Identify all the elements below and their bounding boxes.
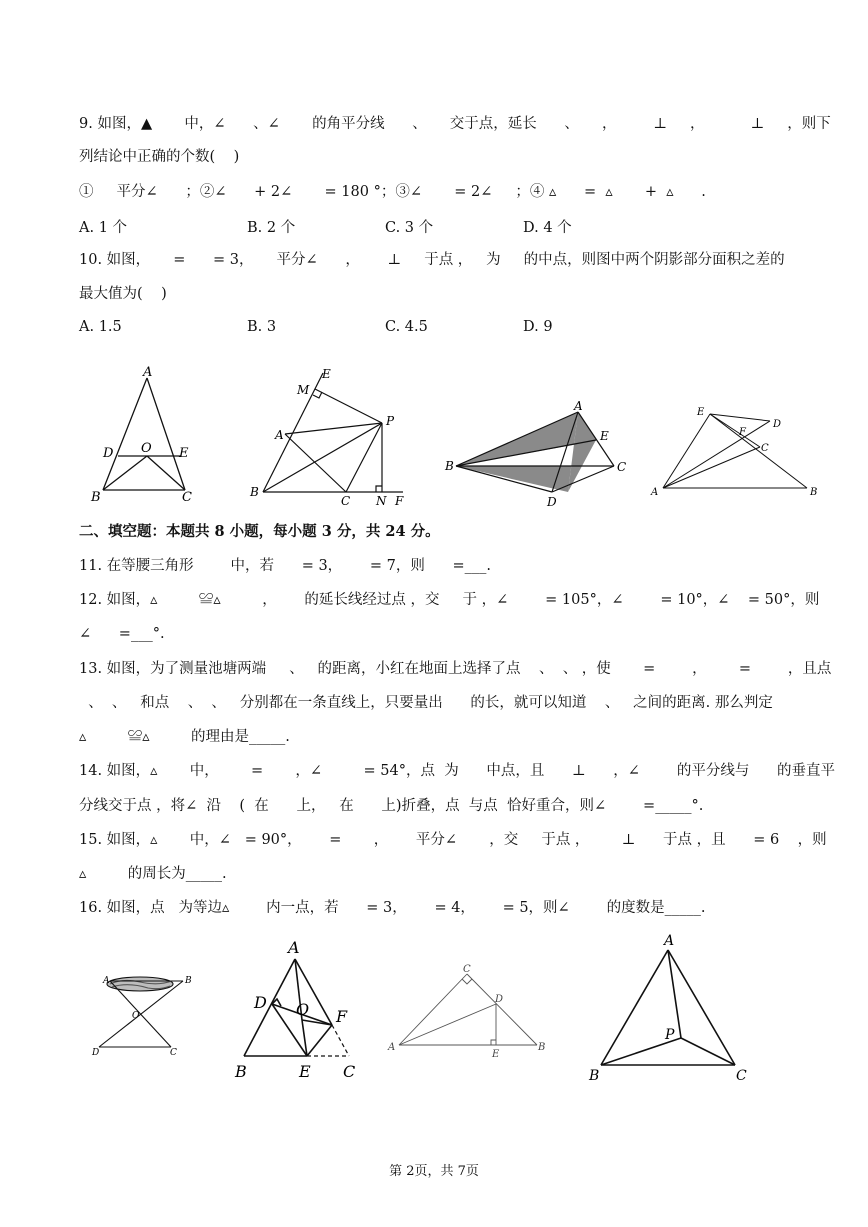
- fig3-label-e: E: [600, 429, 609, 443]
- fig8-label-a: A: [664, 933, 675, 949]
- fig6-label-e: E: [299, 1062, 311, 1081]
- fig8-label-b: B: [589, 1068, 600, 1084]
- q10-choice-b: B. 3: [247, 319, 277, 335]
- q16-line-1: 16. 如图，点 为等边▵ 内一点，若 = 3， = 4， = 5，则∠ 的度数是_____.: [79, 900, 706, 916]
- fig2-label-m-text: M: [297, 383, 310, 397]
- section-2-title: 二、填空题：本题共 8 小题，每小题 3 分，共 24 分。: [79, 523, 440, 540]
- figure-8-equilateral-triangle: [585, 930, 755, 1085]
- fig4-label-d: D: [773, 419, 782, 430]
- figure-5-pond: [88, 970, 198, 1060]
- q9-line-1: 9. 如图，▲ 中，∠ 、∠ 的角平分线 、 交于点，延长 、 ， ⊥ ， ⊥ ，则下: [79, 116, 831, 132]
- fig2-label-b: B: [250, 485, 259, 499]
- figure-4-triangles: [645, 398, 825, 503]
- fig6-label-f: F: [336, 1007, 348, 1026]
- fig6-label-o: O: [296, 1000, 310, 1019]
- fig5-label-o: O: [132, 1011, 140, 1021]
- fig7-label-b: B: [538, 1042, 546, 1053]
- q13-line-1: 13. 如图，为了测量池塘两端 、 的距离，小红在地面上选择了点 、 、 ，使 = ， = ，且点: [79, 661, 832, 677]
- q9-choice-c: C. 3 个: [385, 220, 434, 236]
- fig6-label-d: D: [254, 993, 267, 1012]
- fig3-label-c: C: [617, 460, 627, 474]
- figure-6-folding-triangle: [230, 935, 370, 1085]
- fig5-label-c: C: [170, 1048, 177, 1058]
- figure-3-shaded-quadrilateral: [440, 395, 635, 510]
- q10-line-1: 10. 如图， = = 3， 平分∠ ， ⊥ 于点 ， 为 的中点，则图中两个阴影部分面积之差的: [79, 252, 785, 268]
- fig1-label-c: C: [182, 490, 192, 505]
- q9-line-2: 列结论中正确的个数( ): [79, 149, 240, 165]
- figure-1-triangle: [85, 360, 200, 510]
- fig6-label-b: B: [235, 1062, 247, 1081]
- q10-choice-a: A. 1.5: [79, 319, 122, 335]
- fig3-label-d: D: [547, 495, 557, 509]
- fig8-label-c: C: [736, 1068, 747, 1084]
- fig4-label-c: C: [761, 443, 769, 454]
- q9-choice-a: A. 1 个: [79, 220, 128, 236]
- fig6-label-a: A: [288, 938, 300, 957]
- fig7-label-d: D: [495, 994, 504, 1005]
- fig7-label-e: E: [492, 1049, 500, 1060]
- fig1-label-o: O: [141, 441, 152, 456]
- fig4-label-b: B: [810, 487, 818, 498]
- q14-line-2: 分线交于点 ，将∠ 沿 ( 在 上， 在 上)折叠，点 与点 恰好重合，则∠ =_____°.: [79, 798, 704, 814]
- fig2-label-e: E: [322, 367, 331, 381]
- fig7-label-a: A: [388, 1042, 396, 1053]
- fig4-label-f: F: [739, 427, 746, 438]
- q10-choices: [79, 319, 779, 337]
- fig2-label-c: C: [341, 494, 351, 508]
- fig1-label-e: E: [179, 446, 189, 461]
- fig4-label-a: A: [651, 487, 659, 498]
- fig6-label-c: C: [343, 1062, 356, 1081]
- q10-line-2: 最大值为( ): [79, 286, 167, 302]
- fig2-label-f: F: [395, 494, 404, 508]
- q12-line-2: ∠ =___°.: [79, 626, 165, 642]
- figure-7-right-triangle: [385, 960, 560, 1060]
- fig8-label-p: P: [665, 1027, 675, 1043]
- fig5-label-d: D: [92, 1048, 100, 1058]
- fig3-label-a: A: [574, 399, 583, 413]
- q10-choice-c: C. 4.5: [385, 319, 428, 335]
- figure-2-angle-bisector: [245, 365, 420, 510]
- page-footer: 第 2页，共 7页: [389, 1164, 479, 1179]
- q9-choice-b: B. 2 个: [247, 220, 296, 236]
- q9-line-3: ① 平分∠ ；②∠ + 2∠ = 180 °；③∠ = 2∠ ；④ ▵ = ▵ + ▵ .: [79, 184, 706, 200]
- q10-choice-d: D. 9: [523, 319, 553, 335]
- q13-line-3: ▵ ≌▵ 的理由是_____.: [79, 729, 290, 745]
- fig5-label-a: A: [103, 976, 110, 986]
- fig1-label-b: B: [91, 490, 101, 505]
- q11-line-1: 11. 在等腰三角形 中，若 = 3， = 7，则 =___.: [79, 558, 491, 574]
- fig1-label-a: A: [143, 365, 153, 380]
- q12-line-1: 12. 如图，▵ ≌▵ ， 的延长线经过点 ，交 于 ，∠ = 105°，∠ = 10°，∠ = 50°，则: [79, 592, 820, 608]
- q9-choices: [79, 216, 779, 234]
- q13-line-2: 、 、 和点 、 、 分别都在一条直线上，只要量出 的长，就可以知道 、 之间的距离. 那么判定: [79, 695, 773, 711]
- q9-choice-d: D. 4 个: [523, 220, 572, 236]
- fig2-label-p: P: [386, 414, 395, 428]
- fig1-label-d: D: [103, 446, 114, 461]
- fig3-label-b: B: [445, 459, 454, 473]
- fig2-label-n: N: [376, 494, 387, 508]
- fig2-label-a: A: [275, 428, 284, 442]
- q15-line-2: ▵ 的周长为_____.: [79, 866, 227, 882]
- fig4-label-e: E: [697, 407, 705, 418]
- q14-line-1: 14. 如图，▵ 中， = ，∠ = 54°，点 为 中点，且 ⊥ ，∠ 的平分线与 的垂直平: [79, 763, 835, 779]
- fig7-label-c: C: [463, 964, 471, 975]
- fig5-label-b: B: [185, 976, 192, 986]
- q15-line-1: 15. 如图，▵ 中，∠ = 90°， = ， 平分∠ ，交 于点 ， ⊥ 于点 ，且 = 6 ，则: [79, 832, 827, 848]
